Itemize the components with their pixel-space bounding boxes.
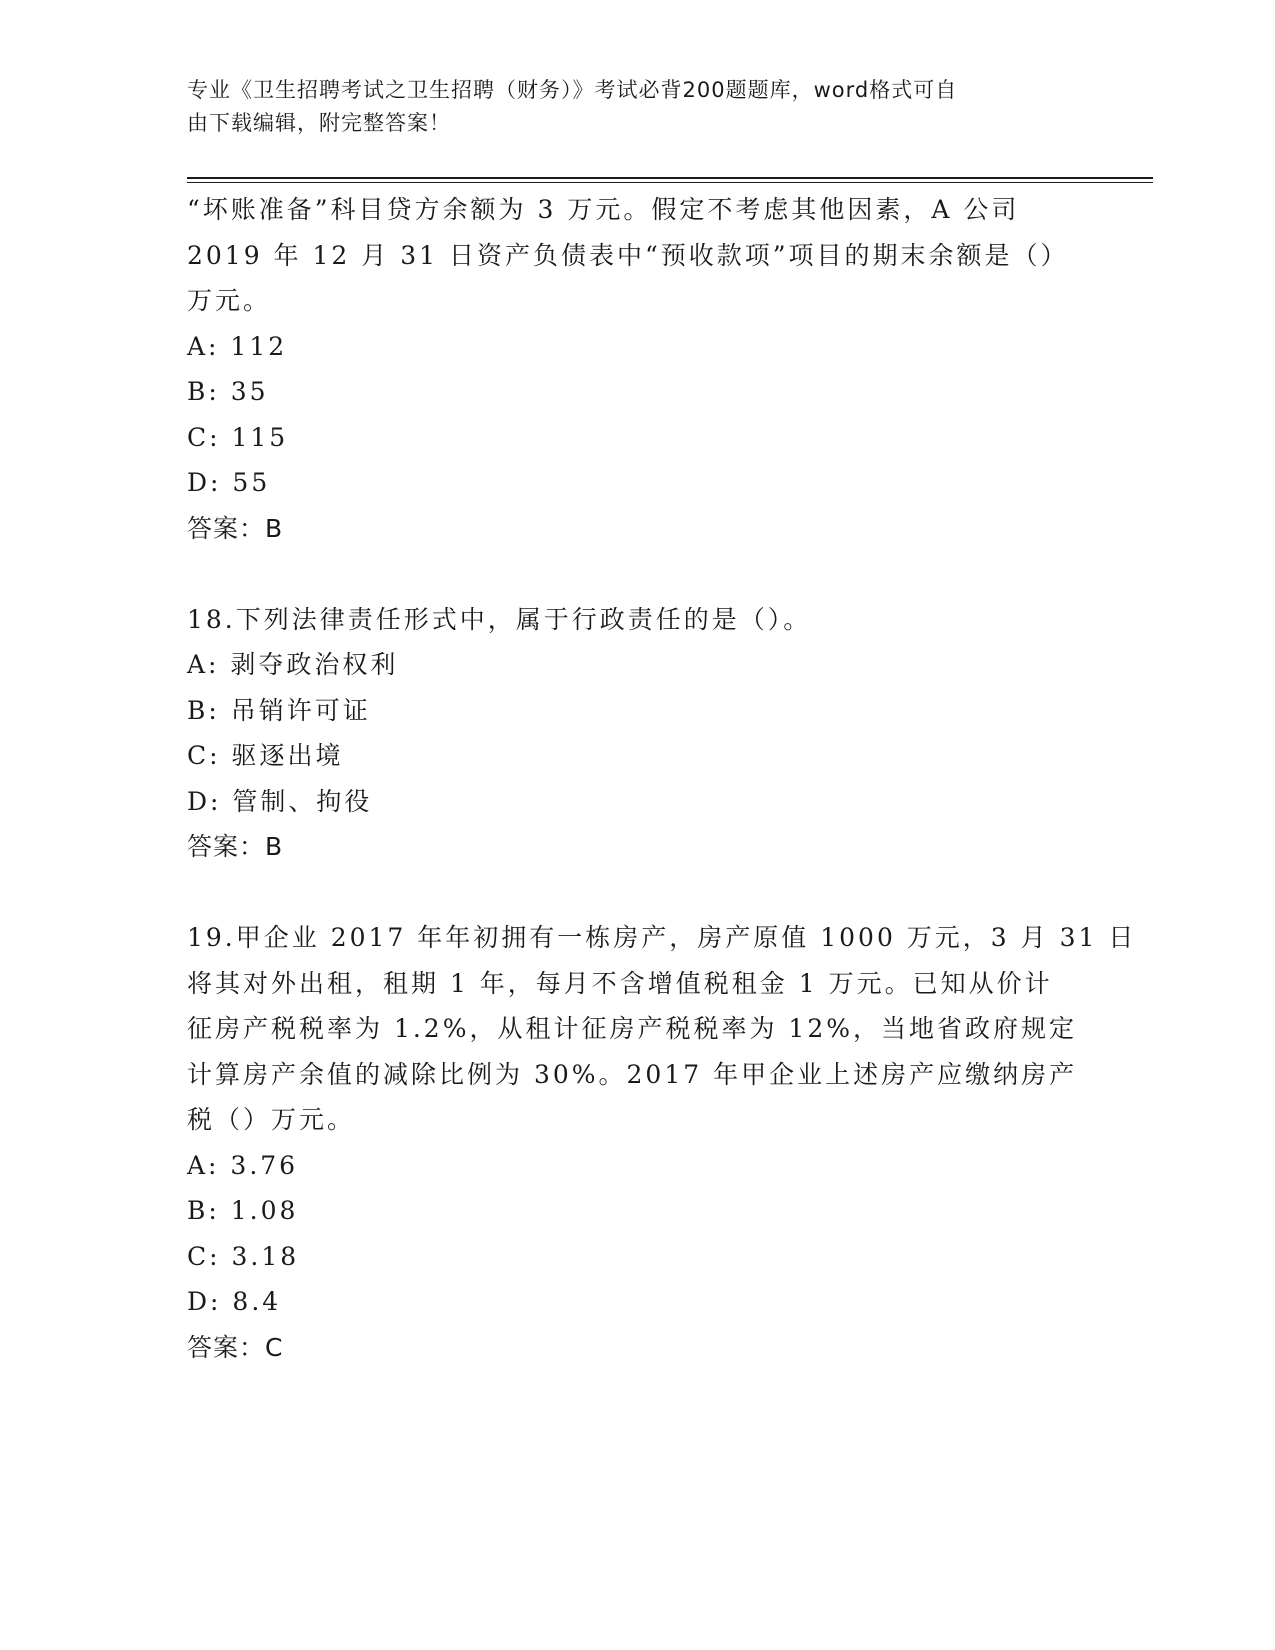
question-list [187, 187, 1137, 1370]
header-line-1: 专业《卫生招聘考试之卫生招聘（财务）》考试必背200题题库，word格式可自 [187, 78, 958, 102]
question-stem-line: 2019 年 12 月 31 日资产负债表中“预收款项”项目的期末余额是（） [187, 240, 1069, 270]
document-header [187, 74, 1067, 140]
question-stem-line: 征房产税税率为 1.2%，从租计征房产税税率为 12%，当地省政府规定 [187, 1014, 1077, 1043]
option-b: B: 吊销许可证 [187, 695, 371, 725]
option-b: B: 1.08 [187, 1196, 299, 1225]
question-stem-line: 将其对外出租，租期 1 年，每月不含增值税租金 1 万元。已知从价计 [187, 968, 1053, 998]
option-d: D: 管制、拘役 [187, 786, 373, 816]
option-a: A: 剥夺政治权利 [187, 650, 399, 679]
header-rule-thick [187, 177, 1153, 179]
spacer [187, 551, 1087, 597]
option-c: C: 115 [187, 422, 289, 452]
question-stem-line: “坏账准备”科目贷方余额为 3 万元。假定不考虑其他因素，A 公司 [187, 195, 1020, 224]
header-rule-thin [187, 182, 1153, 183]
spacer [187, 870, 1087, 916]
option-c: C: 3.18 [187, 1241, 300, 1271]
option-b: B: 35 [187, 377, 269, 406]
option-a: A: 112 [187, 331, 288, 361]
question-stem-line: 19.甲企业 2017 年年初拥有一栋房产，房产原值 1000 万元，3 月 31 日 [187, 923, 1137, 952]
header-line-2: 由下载编辑，附完整答案！ [187, 111, 451, 135]
option-d: D: 55 [187, 468, 271, 497]
question-18 [187, 597, 1087, 870]
option-d: D: 8.4 [187, 1287, 282, 1316]
answer-line: 答案：C [187, 1332, 284, 1362]
answer-line: 答案：B [187, 513, 284, 543]
question-19 [187, 915, 1137, 1370]
question-stem-line: 万元。 [187, 286, 272, 315]
question-stem-line: 税（）万元。 [187, 1105, 356, 1134]
option-c: C: 驱逐出境 [187, 741, 344, 770]
option-a: A: 3.76 [187, 1150, 299, 1180]
answer-line: 答案：B [187, 832, 284, 861]
question-stem-line: 计算房产余值的减除比例为 30%。2017 年甲企业上述房产应缴纳房产 [187, 1059, 1078, 1089]
question-stem-line: 18.下列法律责任形式中，属于行政责任的是（）。 [187, 604, 812, 634]
question-17 [187, 187, 1087, 551]
